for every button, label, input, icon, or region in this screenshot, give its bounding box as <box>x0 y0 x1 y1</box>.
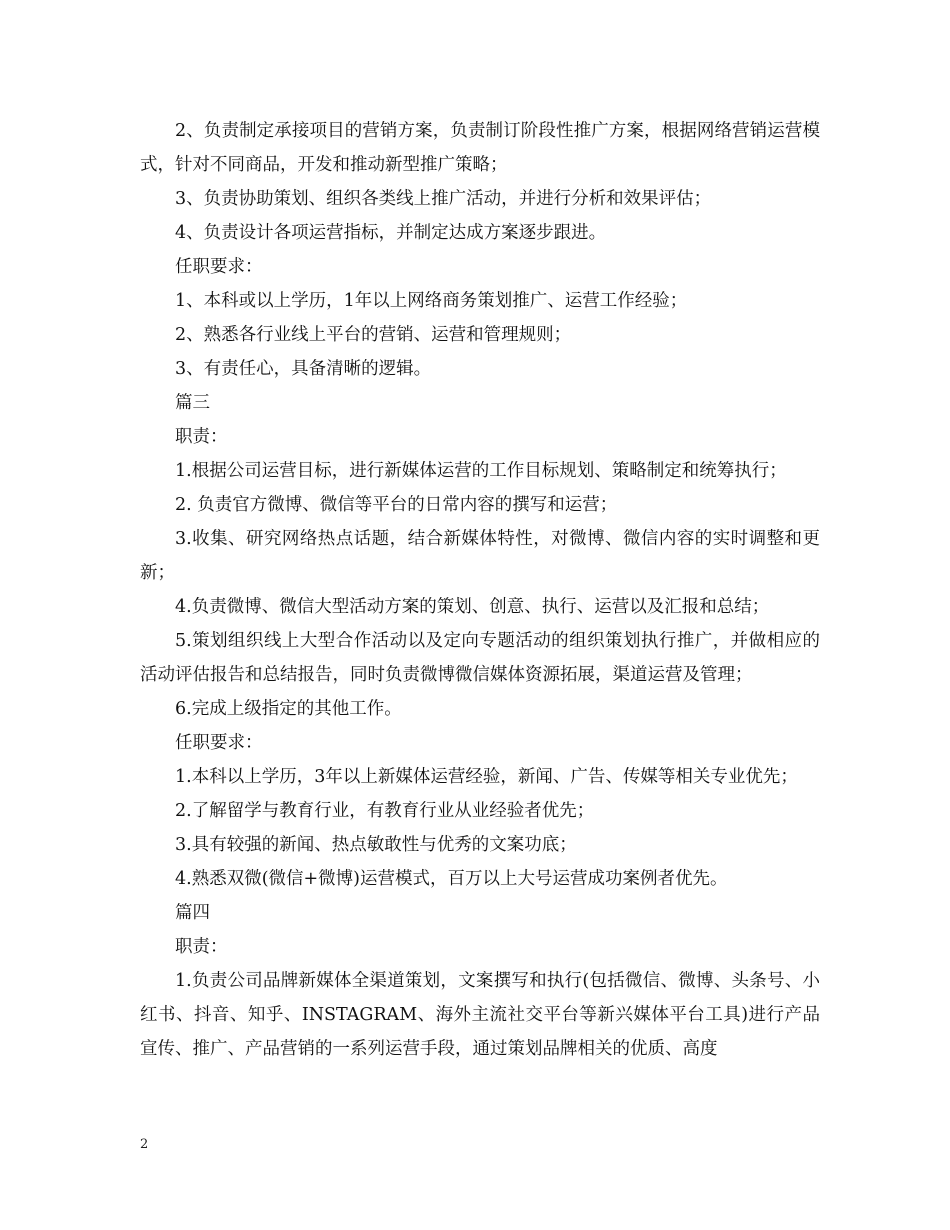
section-heading: 篇三 <box>175 393 210 413</box>
section-heading: 篇四 <box>175 903 210 923</box>
paragraph: 3、有责任心，具备清晰的逻辑。 <box>175 359 432 379</box>
paragraph: 1、本科或以上学历，1年以上网络商务策划推广、运营工作经验； <box>175 291 688 311</box>
paragraph: 1.根据公司运营目标，进行新媒体运营的工作目标规划、策略制定和统筹执行； <box>175 461 787 481</box>
paragraph: 4.负责微博、微信大型活动方案的策划、创意、执行、运营以及汇报和总结； <box>175 597 770 617</box>
paragraph: 3、负责协助策划、组织各类线上推广活动，并进行分析和效果评估； <box>175 189 712 209</box>
paragraph: 2.了解留学与教育行业，有教育行业从业经验者优先； <box>175 801 595 821</box>
paragraph: 6.完成上级指定的其他工作。 <box>175 699 402 719</box>
paragraph: 4.熟悉双微(微信+微博)运营模式，百万以上大号运营成功案例者优先。 <box>175 869 728 889</box>
section-heading: 任职要求： <box>175 733 263 753</box>
paragraph: 4、负责设计各项运营指标，并制定达成方案逐步跟进。 <box>175 223 607 243</box>
page-number: 2 <box>140 1137 149 1152</box>
document-body <box>140 114 820 1066</box>
paragraph: 3.具有较强的新闻、热点敏敢性与优秀的文案功底； <box>175 835 577 855</box>
section-heading: 职责： <box>175 427 228 447</box>
paragraph: 3.收集、研究网络热点话题，结合新媒体特性，对微博、微信内容的实时调整和更新； <box>140 529 820 583</box>
section-heading: 任职要求： <box>175 257 263 277</box>
paragraph: 2. 负责官方微博、微信等平台的日常内容的撰写和运营； <box>175 495 618 515</box>
paragraph: 1.负责公司品牌新媒体全渠道策划，文案撰写和执行(包括微信、微博、头条号、小红书、抖音、知乎、INSTAGRAM、海外主流社交平台等新兴媒体平台工具)进行产品宣传、推广、产品营销的一系列运营手段，通过策划品牌相关的优质、高度 <box>140 971 820 1059</box>
paragraph: 5.策划组织线上大型合作活动以及定向专题活动的组织策划执行推广，并做相应的活动评估报告和总结报告，同时负责微博微信媒体资源拓展，渠道运营及管理； <box>140 631 820 685</box>
section-heading: 职责： <box>175 937 228 957</box>
paragraph: 1.本科以上学历，3年以上新媒体运营经验，新闻、广告、传媒等相关专业优先； <box>175 767 798 787</box>
paragraph: 2、负责制定承接项目的营销方案，负责制订阶段性推广方案，根据网络营销运营模式，针对不同商品，开发和推动新型推广策略； <box>140 121 820 175</box>
paragraph: 2、熟悉各行业线上平台的营销、运营和管理规则； <box>175 325 572 345</box>
